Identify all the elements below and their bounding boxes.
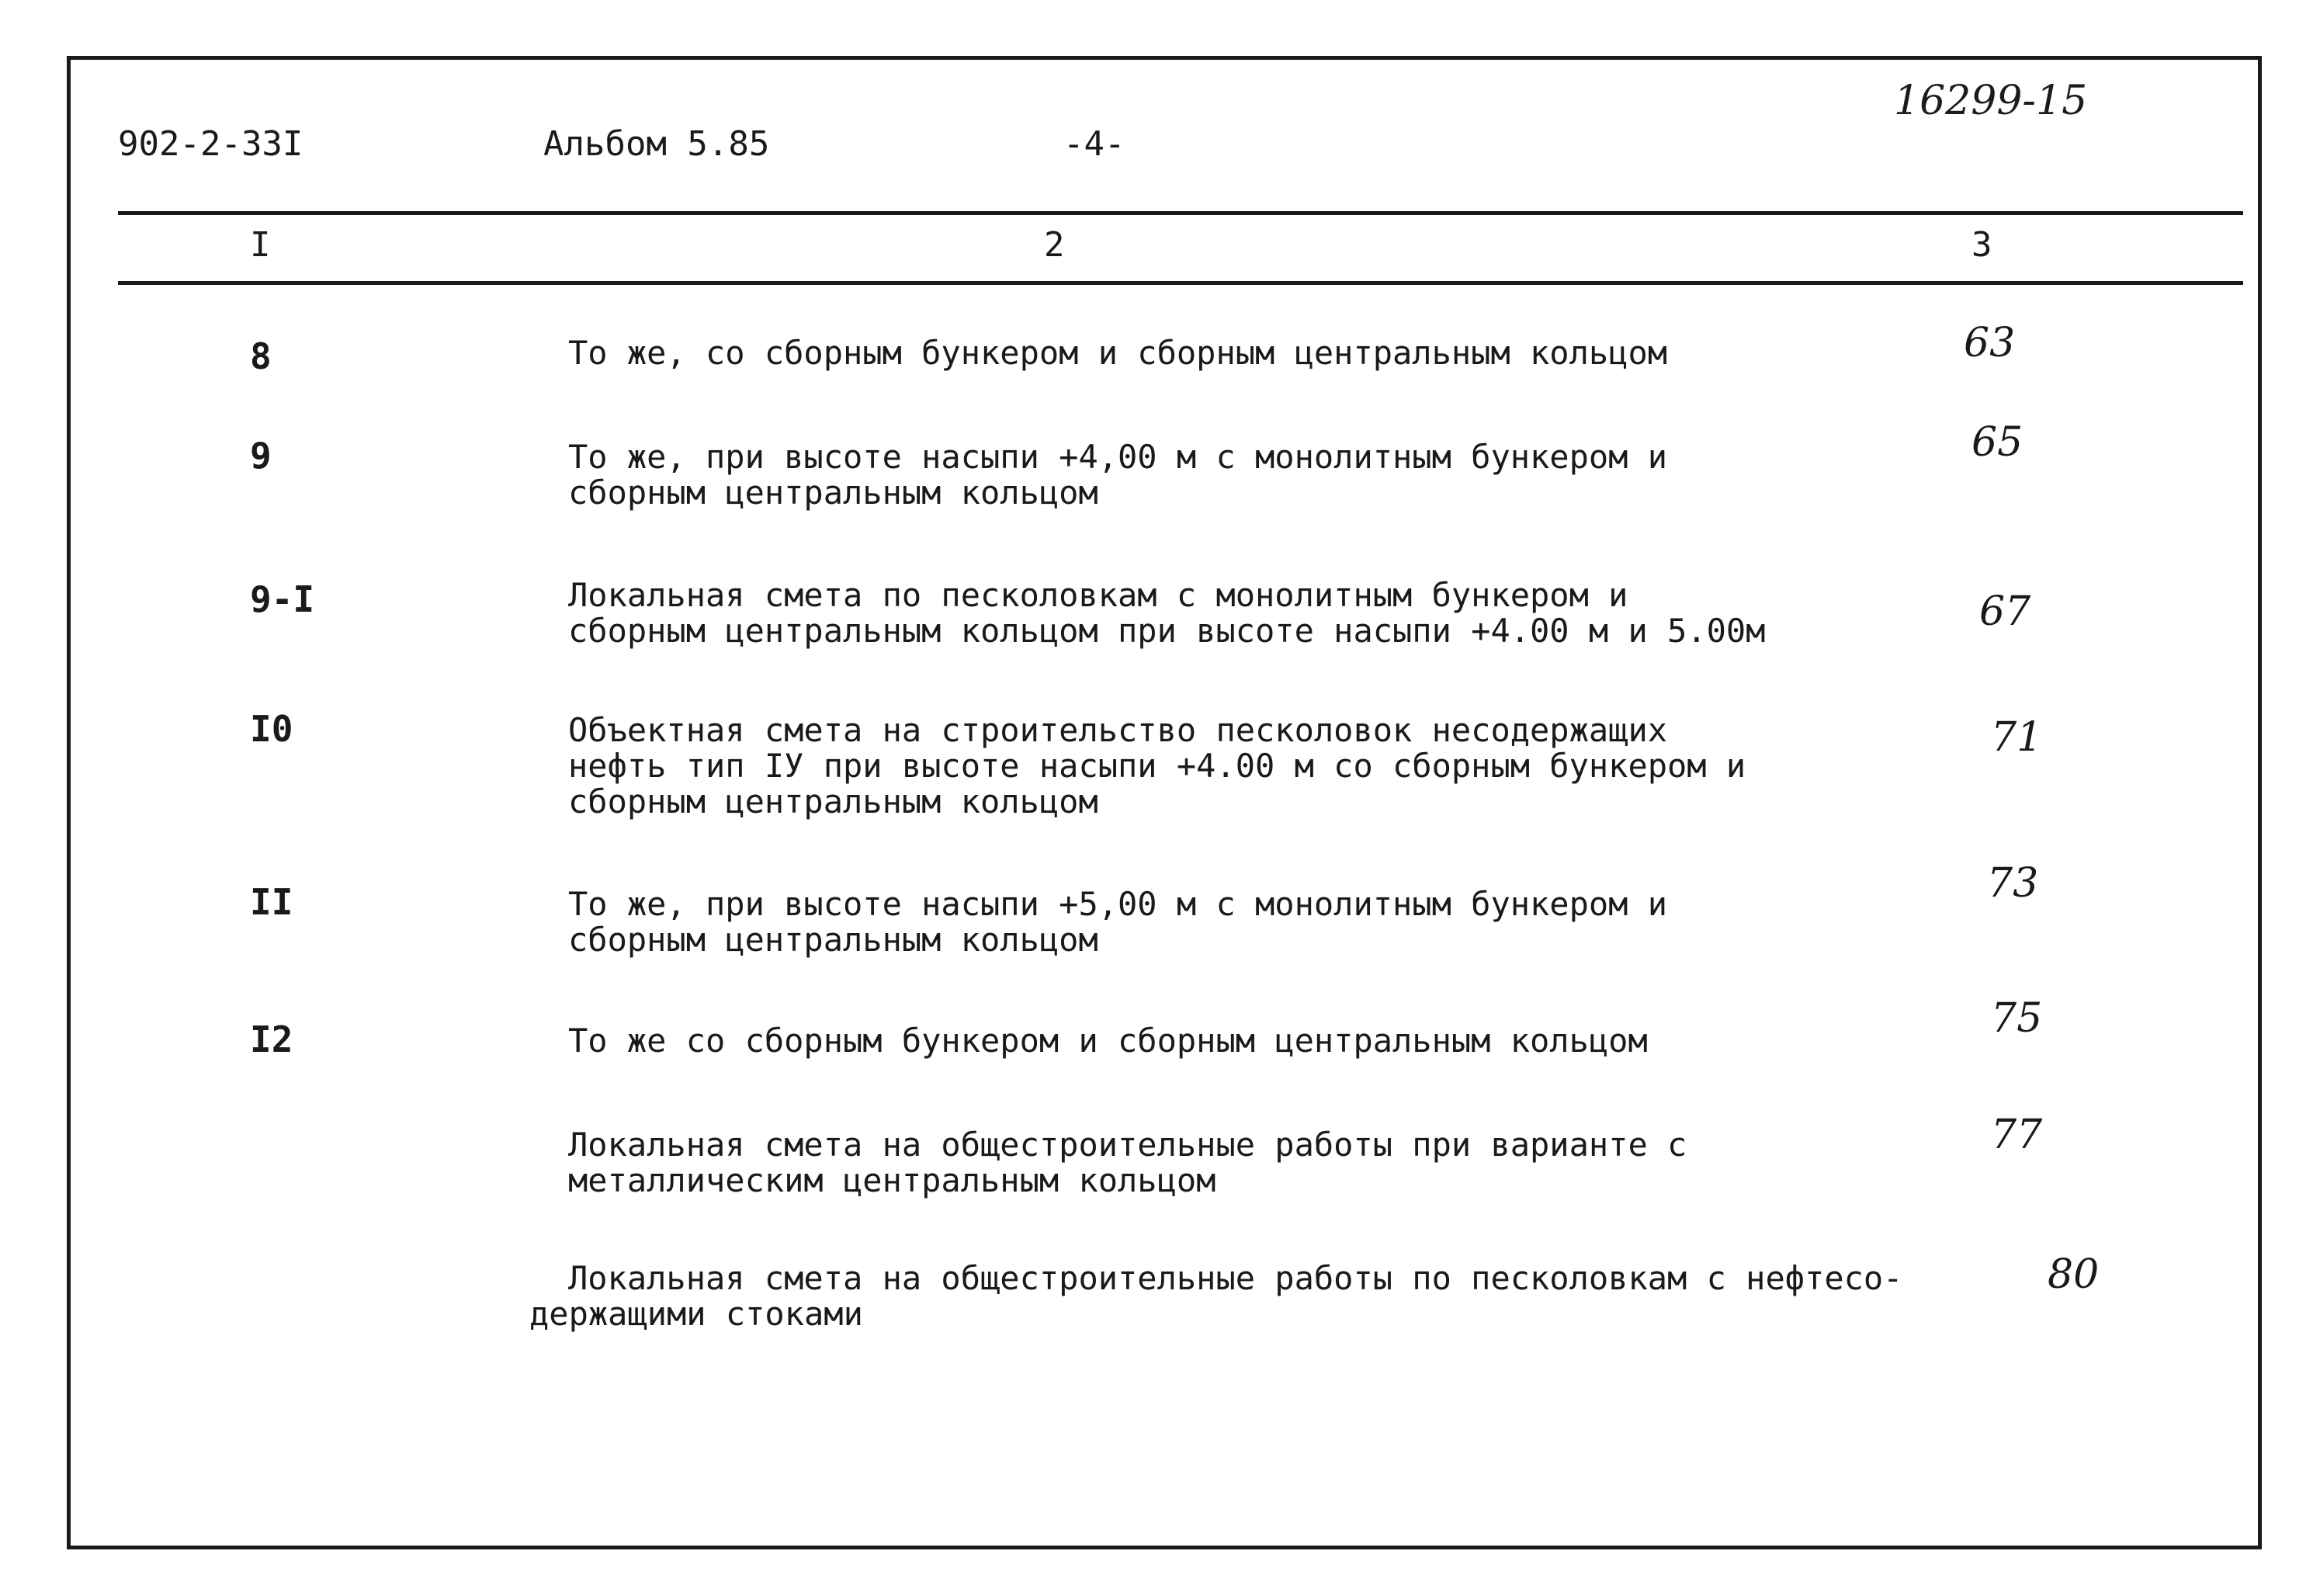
row-page-number: 67: [1979, 588, 2031, 635]
row-number: II: [250, 881, 293, 923]
row-number: I0: [250, 708, 293, 750]
row-page-number: 71: [1991, 714, 2043, 761]
row-number: 9: [250, 435, 272, 477]
row-description: То же, со сборным бункером и сборным центральным кольцом: [568, 334, 1668, 372]
row-number: 8: [250, 335, 272, 377]
row-page-number: 80: [2048, 1251, 2100, 1298]
row-description: То же, при высоте насыпи +5,00 м с монолитным бункером и сборным центральным кольцом: [568, 885, 1668, 959]
row-page-number: 75: [1991, 995, 2043, 1042]
row-description: Локальная смета по песколовкам с монолитным бункером и сборным центральным кольцом при высоте насыпи +4.00 м и 5.00м: [568, 576, 1766, 650]
page-marker: -4-: [1063, 124, 1125, 164]
column-header-2: 2: [1044, 225, 1065, 265]
row-description: То же, при высоте насыпи +4,00 м с монолитным бункером и сборным центральным кольцом: [568, 438, 1668, 512]
row-description: Объектная смета на строительство песколовок несодержащих нефть тип IУ при высоте насыпи +4.00 м со сборным бункером и сборным центральным кольцом: [568, 711, 1746, 821]
row-description: Локальная смета на общестроительные работы при варианте с металлическим центральным кольцом: [568, 1126, 1687, 1199]
column-header-1: I: [250, 225, 271, 265]
row-page-number: 63: [1964, 320, 2016, 366]
row-number: I2: [250, 1018, 293, 1060]
row-page-number: 65: [1971, 419, 2023, 466]
row-description: Локальная смета на общестроительные работы по песколовкам с нефтесо- держащими стоками: [529, 1259, 1903, 1333]
row-page-number: 77: [1991, 1112, 2043, 1158]
document-code: 902-2-33I: [118, 124, 303, 164]
column-header-3: 3: [1971, 225, 1992, 265]
header-rule-top: [118, 211, 2243, 215]
handwritten-reference: 16299-15: [1894, 78, 2088, 124]
row-description: То же со сборным бункером и сборным центральным кольцом: [568, 1022, 1648, 1060]
header-rule-bottom: [118, 281, 2243, 285]
album-label: Альбом 5.85: [543, 124, 770, 164]
row-page-number: 73: [1987, 860, 2039, 907]
row-number: 9-I: [250, 578, 315, 620]
